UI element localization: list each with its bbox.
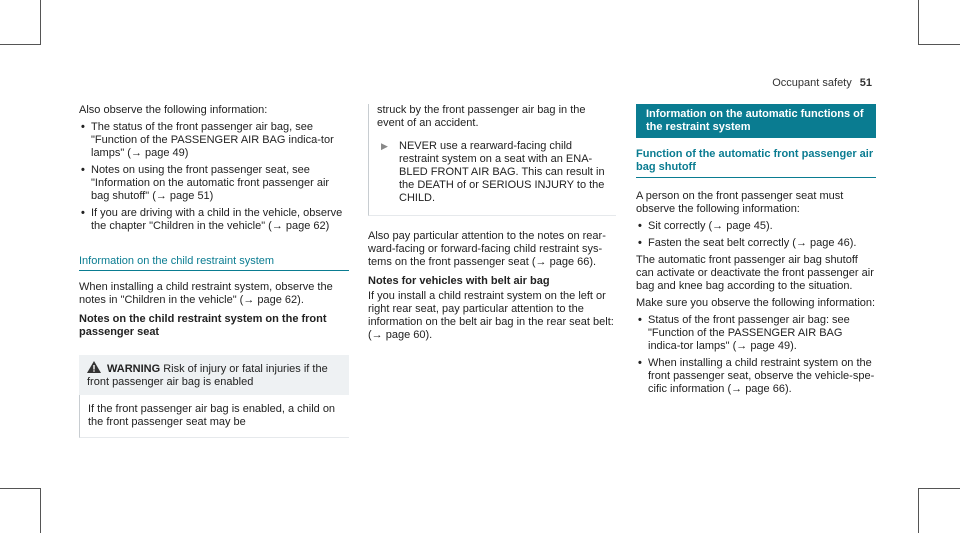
crop-mark xyxy=(918,0,919,45)
crop-mark xyxy=(40,0,41,45)
bullet-list xyxy=(79,121,349,233)
belt-text: If you install a child restraint system on the left or right rear seat, pay particular attention to the information on the belt air bag in the rear seat belt: (→ page 60). xyxy=(368,290,614,341)
bullet-icon: • xyxy=(81,121,85,133)
list-item xyxy=(79,164,349,203)
crop-mark xyxy=(918,488,960,489)
warning-triangle-icon xyxy=(87,361,101,373)
list-item-text: When installing a child restraint system on the front passenger seat, observe the vehicle-spe-cific information (→ page 66). xyxy=(648,357,875,395)
subheading: Information on the child restraint system xyxy=(79,255,349,271)
bullet-icon: • xyxy=(638,357,642,369)
subheading: Function of the automatic front passenger air bag shutoff xyxy=(636,148,876,178)
list-item-text: If you are driving with a child in the vehicle, observe the chapter "Children in the vehicle" (→ page 62) xyxy=(91,207,343,232)
paragraph: The automatic front passenger air bag shutoff can activate or deactivate the front passenger air bag and knee bag according to the situation. xyxy=(636,254,874,292)
column-left xyxy=(79,104,349,438)
column-right xyxy=(636,104,876,400)
section-banner: Information on the automatic functions of the restraint system xyxy=(636,104,876,138)
warning-label: WARNING xyxy=(107,363,161,375)
list-item-text: Sit correctly (→ page 45). xyxy=(648,220,773,232)
crop-mark xyxy=(0,488,41,489)
bullet-icon: • xyxy=(638,237,642,249)
crop-mark xyxy=(918,44,960,45)
warning-continued-text: struck by the front passenger air bag in the event of an accident. xyxy=(377,104,586,129)
belt-heading: Notes for vehicles with belt air bag xyxy=(368,275,550,287)
list-item-text: Notes on using the front passenger seat, see "Information on the automatic front passenger air bag shutoff" (→ page 51) xyxy=(91,164,330,202)
bullet-list xyxy=(636,314,876,396)
warning-continuation xyxy=(368,104,616,216)
list-item-text: Fasten the seat belt correctly (→ page 46). xyxy=(648,237,857,249)
intro-text: A person on the front passenger seat must observe the following information: xyxy=(636,190,844,215)
crop-mark xyxy=(918,488,919,533)
never-note xyxy=(377,140,608,205)
crop-mark xyxy=(0,44,41,45)
list-item xyxy=(79,121,349,160)
bullet-icon: • xyxy=(81,207,85,219)
install-text: When installing a child restraint system, observe the notes in "Children in the vehicle" (→ page 62). xyxy=(79,281,333,306)
list-item xyxy=(636,314,876,353)
page-number: 51 xyxy=(859,77,872,89)
paragraph: Make sure you observe the following information: xyxy=(636,297,876,309)
triangle-right-icon: ▶ xyxy=(381,141,388,151)
list-item xyxy=(636,220,876,233)
bullet-icon: • xyxy=(638,220,642,232)
bullet-list xyxy=(636,220,876,250)
section-title: Occupant safety xyxy=(772,77,852,89)
page-header xyxy=(772,77,872,90)
list-item xyxy=(636,357,876,396)
list-item-text: Status of the front passenger air bag: see "Function of the PASSENGER AIR BAG indica-tor lamps" (→ page 49). xyxy=(648,314,850,352)
list-item xyxy=(636,237,876,250)
list-item xyxy=(79,207,349,233)
paragraph: Also pay particular attention to the notes on rear-ward-facing or forward-facing child restraint sys-tems on the front passenger seat (→ page 66). xyxy=(368,230,606,268)
bullet-icon: • xyxy=(638,314,642,326)
column-middle xyxy=(368,104,616,346)
crop-mark xyxy=(40,488,41,533)
bullet-icon: • xyxy=(81,164,85,176)
list-item-text: The status of the front passenger air bag, see "Function of the PASSENGER AIR BAG indica-tor lamps" (→ page 49) xyxy=(91,121,334,159)
warning-body: If the front passenger air bag is enabled, a child on the front passenger seat may be xyxy=(79,395,349,438)
intro-text: Also observe the following information: xyxy=(79,104,268,116)
warning-box xyxy=(79,355,349,395)
notes-heading: Notes on the child restraint system on the front passenger seat xyxy=(79,313,327,338)
warning-title: Risk of injury or fatal injuries if the front passenger air bag is enabled xyxy=(87,363,328,388)
never-text: NEVER use a rearward-facing child restraint system on a seat with an ENA-BLED FRONT AIR BAG. This can result in the DEATH of or SERIOUS INJURY to the CHILD. xyxy=(399,140,605,204)
